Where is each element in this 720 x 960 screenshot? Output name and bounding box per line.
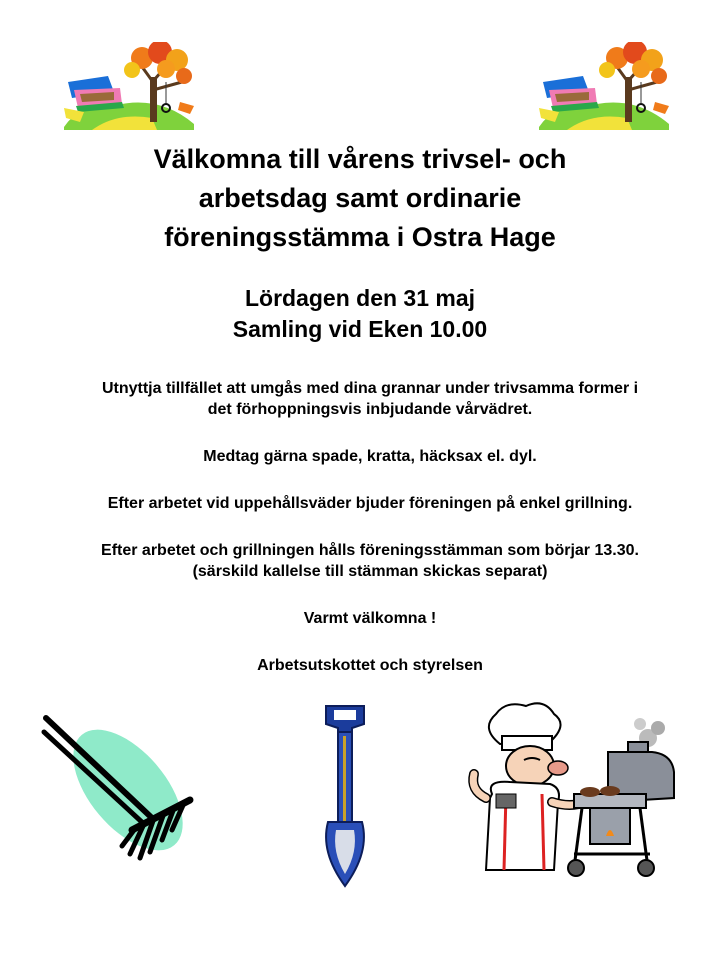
body-line: Efter arbetet och grillningen hålls föreningsstämman som börjar 13.30. <box>101 542 639 559</box>
body-paragraph <box>40 493 700 514</box>
closing-greeting: Varmt välkomna ! <box>303 610 437 627</box>
body-line: det förhoppningsvis inbjudande vårvädret. <box>207 401 533 418</box>
body-paragraph <box>40 540 700 582</box>
grilling-chef-icon <box>440 698 680 884</box>
body-paragraph <box>40 655 700 676</box>
body-line: Utnyttja tillfället att umgås med dina grannar under trivsamma former i <box>101 380 639 397</box>
event-date <box>0 283 720 345</box>
title-line: föreningsstämma i Ostra Hage <box>164 222 556 252</box>
invitation-body <box>40 378 700 702</box>
date-line: Lördagen den 31 maj <box>244 285 476 311</box>
body-line: Efter arbetet vid uppehållsväder bjuder föreningen på enkel grillning. <box>107 495 633 512</box>
rake-icon <box>40 712 200 862</box>
body-paragraph <box>40 378 700 420</box>
body-line: Medtag gärna spade, kratta, häcksax el. dyl. <box>203 448 537 465</box>
body-paragraph <box>40 608 700 629</box>
shovel-icon <box>318 702 372 888</box>
spring-garden-tree-icon <box>62 42 197 132</box>
spring-garden-tree-icon <box>537 42 672 132</box>
body-paragraph <box>40 446 700 467</box>
signature-line: Arbetsutskottet och styrelsen <box>257 657 483 674</box>
body-line: (särskild kallelse till stämman skickas separat) <box>192 563 548 580</box>
meeting-point-line: Samling vid Eken 10.00 <box>232 316 488 342</box>
page-title <box>0 140 720 257</box>
title-line: Välkomna till vårens trivsel- och <box>153 144 567 174</box>
title-line: arbetsdag samt ordinarie <box>198 183 522 213</box>
